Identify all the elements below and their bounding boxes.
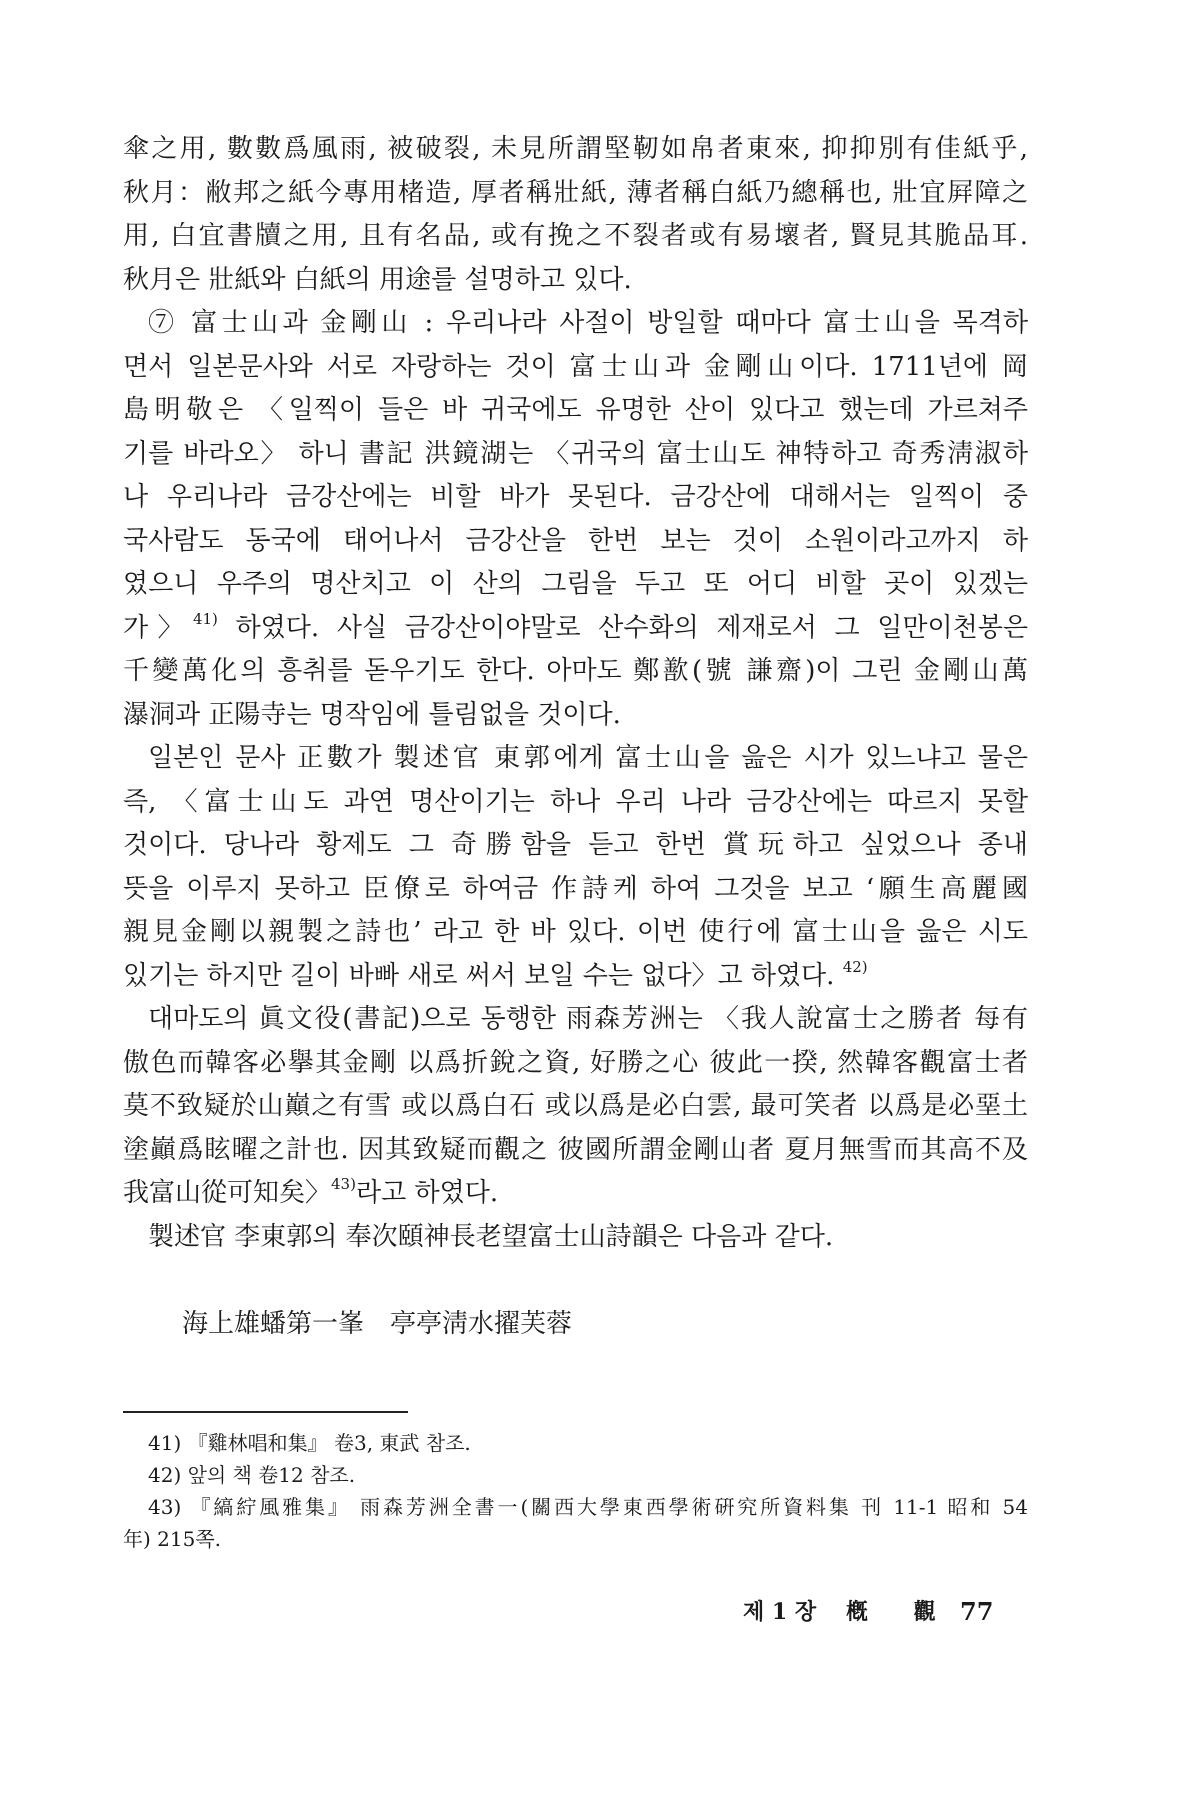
footnote-ref: 43)	[331, 1175, 356, 1194]
text-line: 뜻을 이루지 못하고 臣僚로 하여금 作詩케 하여 그것을 보고 ‘願生高麗國	[123, 873, 1028, 904]
text-line: 기를 바라오〉 하니 書記 洪鏡湖는 〈귀국의 富士山도 神特하고 奇秀淸淑하	[123, 438, 1028, 469]
paragraph	[123, 128, 1028, 302]
line-text: 我富山從可知矣〉	[123, 1178, 332, 1208]
paragraph	[123, 737, 1028, 998]
body-text	[123, 128, 1028, 1259]
text-line: 瀑洞과 正陽寺는 명작임에 틀림없을 것이다.	[123, 699, 621, 730]
text-line: 製述官 李東郭의 奉次頤神長老望富士山詩韻은 다음과 같다.	[148, 1221, 834, 1252]
line-text: 있기는 하지만 길이 바빠 새로 써서 보일 수는 없다〉고 하였다.	[123, 960, 843, 991]
footnote-ref: 42)	[842, 957, 868, 976]
text-line: 즉, 〈富士山도 과연 명산이기는 하나 우리 나라 금강산에는 따르지 못할	[123, 786, 1028, 817]
chapter-title: 槪 觀	[846, 1599, 936, 1625]
text-line: 면서 일본문사와 서로 자랑하는 것이 富士山과 金剛山이다. 1711년에 岡	[123, 351, 1028, 382]
text-line	[123, 607, 1028, 651]
section-heading-line: ⑦ 富士山과 金剛山 : 우리나라 사절이 방일할 때마다 富士山을 목격하	[148, 308, 1028, 338]
paragraph	[123, 1216, 1028, 1260]
text-line: 莫不致疑於山巔之有雪 或以爲白石 或以爲是必白雲, 最可笑者 以爲是必堊土	[123, 1091, 1028, 1121]
line-text: 가〉	[123, 612, 193, 643]
text-line: 塗巓爲眩曜之計也. 因其致疑而觀之 彼國所謂金剛山者 夏月無雪而其高不及	[123, 1134, 1028, 1165]
text-line: 나 우리나라 금강산에는 비할 바가 못된다. 금강산에 대해서는 일찍이 중	[123, 482, 1028, 512]
text-line: 千變萬化의 흥취를 돋우기도 한다. 아마도 鄭歚(號 謙齋)이 그린 金剛山萬	[123, 656, 1028, 686]
page-number: 77	[960, 1597, 994, 1626]
footnotes	[123, 1427, 1028, 1555]
text-line	[123, 955, 1028, 999]
line-text: 하였다. 사실 금강산이야말로 산수화의 제재로서 그 일만이천봉은	[217, 612, 1028, 643]
line-text: 라고 하였다.	[355, 1178, 499, 1208]
text-line: 親見金剛以親製之詩也’ 라고 한 바 있다. 이번 使行에 富士山을 읊은 시도	[123, 917, 1028, 947]
text-line	[123, 1172, 1028, 1216]
paragraph	[123, 998, 1028, 1216]
text-line: 用, 白宜書牘之用, 且有名品, 或有挽之不裂者或有易壞者, 賢見其脆品耳.	[123, 221, 1028, 251]
text-line: 였으니 우주의 명산치고 이 산의 그림을 두고 또 어디 비할 곳이 있겠는	[123, 569, 1028, 599]
text-line: 秋月은 壯紙와 白紙의 用途를 설명하고 있다.	[123, 264, 632, 295]
footnote-line: 42) 앞의 책 卷12 참조.	[148, 1463, 356, 1487]
footnote-divider	[123, 1411, 408, 1413]
running-footer	[743, 1594, 1003, 1630]
footnote-ref: 41)	[192, 609, 218, 628]
paragraph	[123, 302, 1028, 737]
text-line: 일본인 문사 正數가 製述官 東郭에게 富士山을 읊은 시가 있느냐고 물은	[148, 743, 1028, 773]
text-line: 傘之用, 數數爲風雨, 被破裂, 未見所謂堅靭如帛者東來, 抑抑別有佳紙乎,	[123, 134, 1028, 164]
footnote-line: 43) 『縞紵風雅集』 雨森芳洲全書一(關西大學東西學術硏究所資料集 刊 11-1 昭和 54	[148, 1495, 1028, 1519]
chapter-label: 제 1 장	[743, 1599, 817, 1625]
text-line: 傲色而韓客必擧其金剛 以爲折銳之資, 好勝之心 彼此一揆, 然韓客觀富士者	[123, 1047, 1028, 1078]
text-line: 島明敬은 〈일찍이 들은 바 귀국에도 유명한 산이 있다고 했는데 가르쳐주	[123, 395, 1028, 425]
text-line: 것이다. 당나라 황제도 그 奇勝함을 듣고 한번 賞玩하고 싶었으나 종내	[123, 830, 1028, 860]
text-line: 국사람도 동국에 태어나서 금강산을 한번 보는 것이 소원이라고까지 하	[123, 525, 1028, 556]
verse-line: 海上雄蟠第一峯 亭亭淸水擢芙蓉	[182, 1309, 573, 1339]
footnote-line: 年) 215쪽.	[123, 1527, 222, 1551]
text-line: 대마도의 眞文役(書記)으로 동행한 雨森芳洲는 〈我人說富士之勝者 每有	[148, 1004, 1028, 1034]
text-line: 秋月：敝邦之紙今專用楮造, 厚者稱壯紙, 薄者稱白紙乃總稱也, 壯宜屛障之	[123, 177, 1028, 208]
footnote-line: 41) 『雞林唱和集』 卷3, 東武 참조.	[148, 1431, 471, 1455]
